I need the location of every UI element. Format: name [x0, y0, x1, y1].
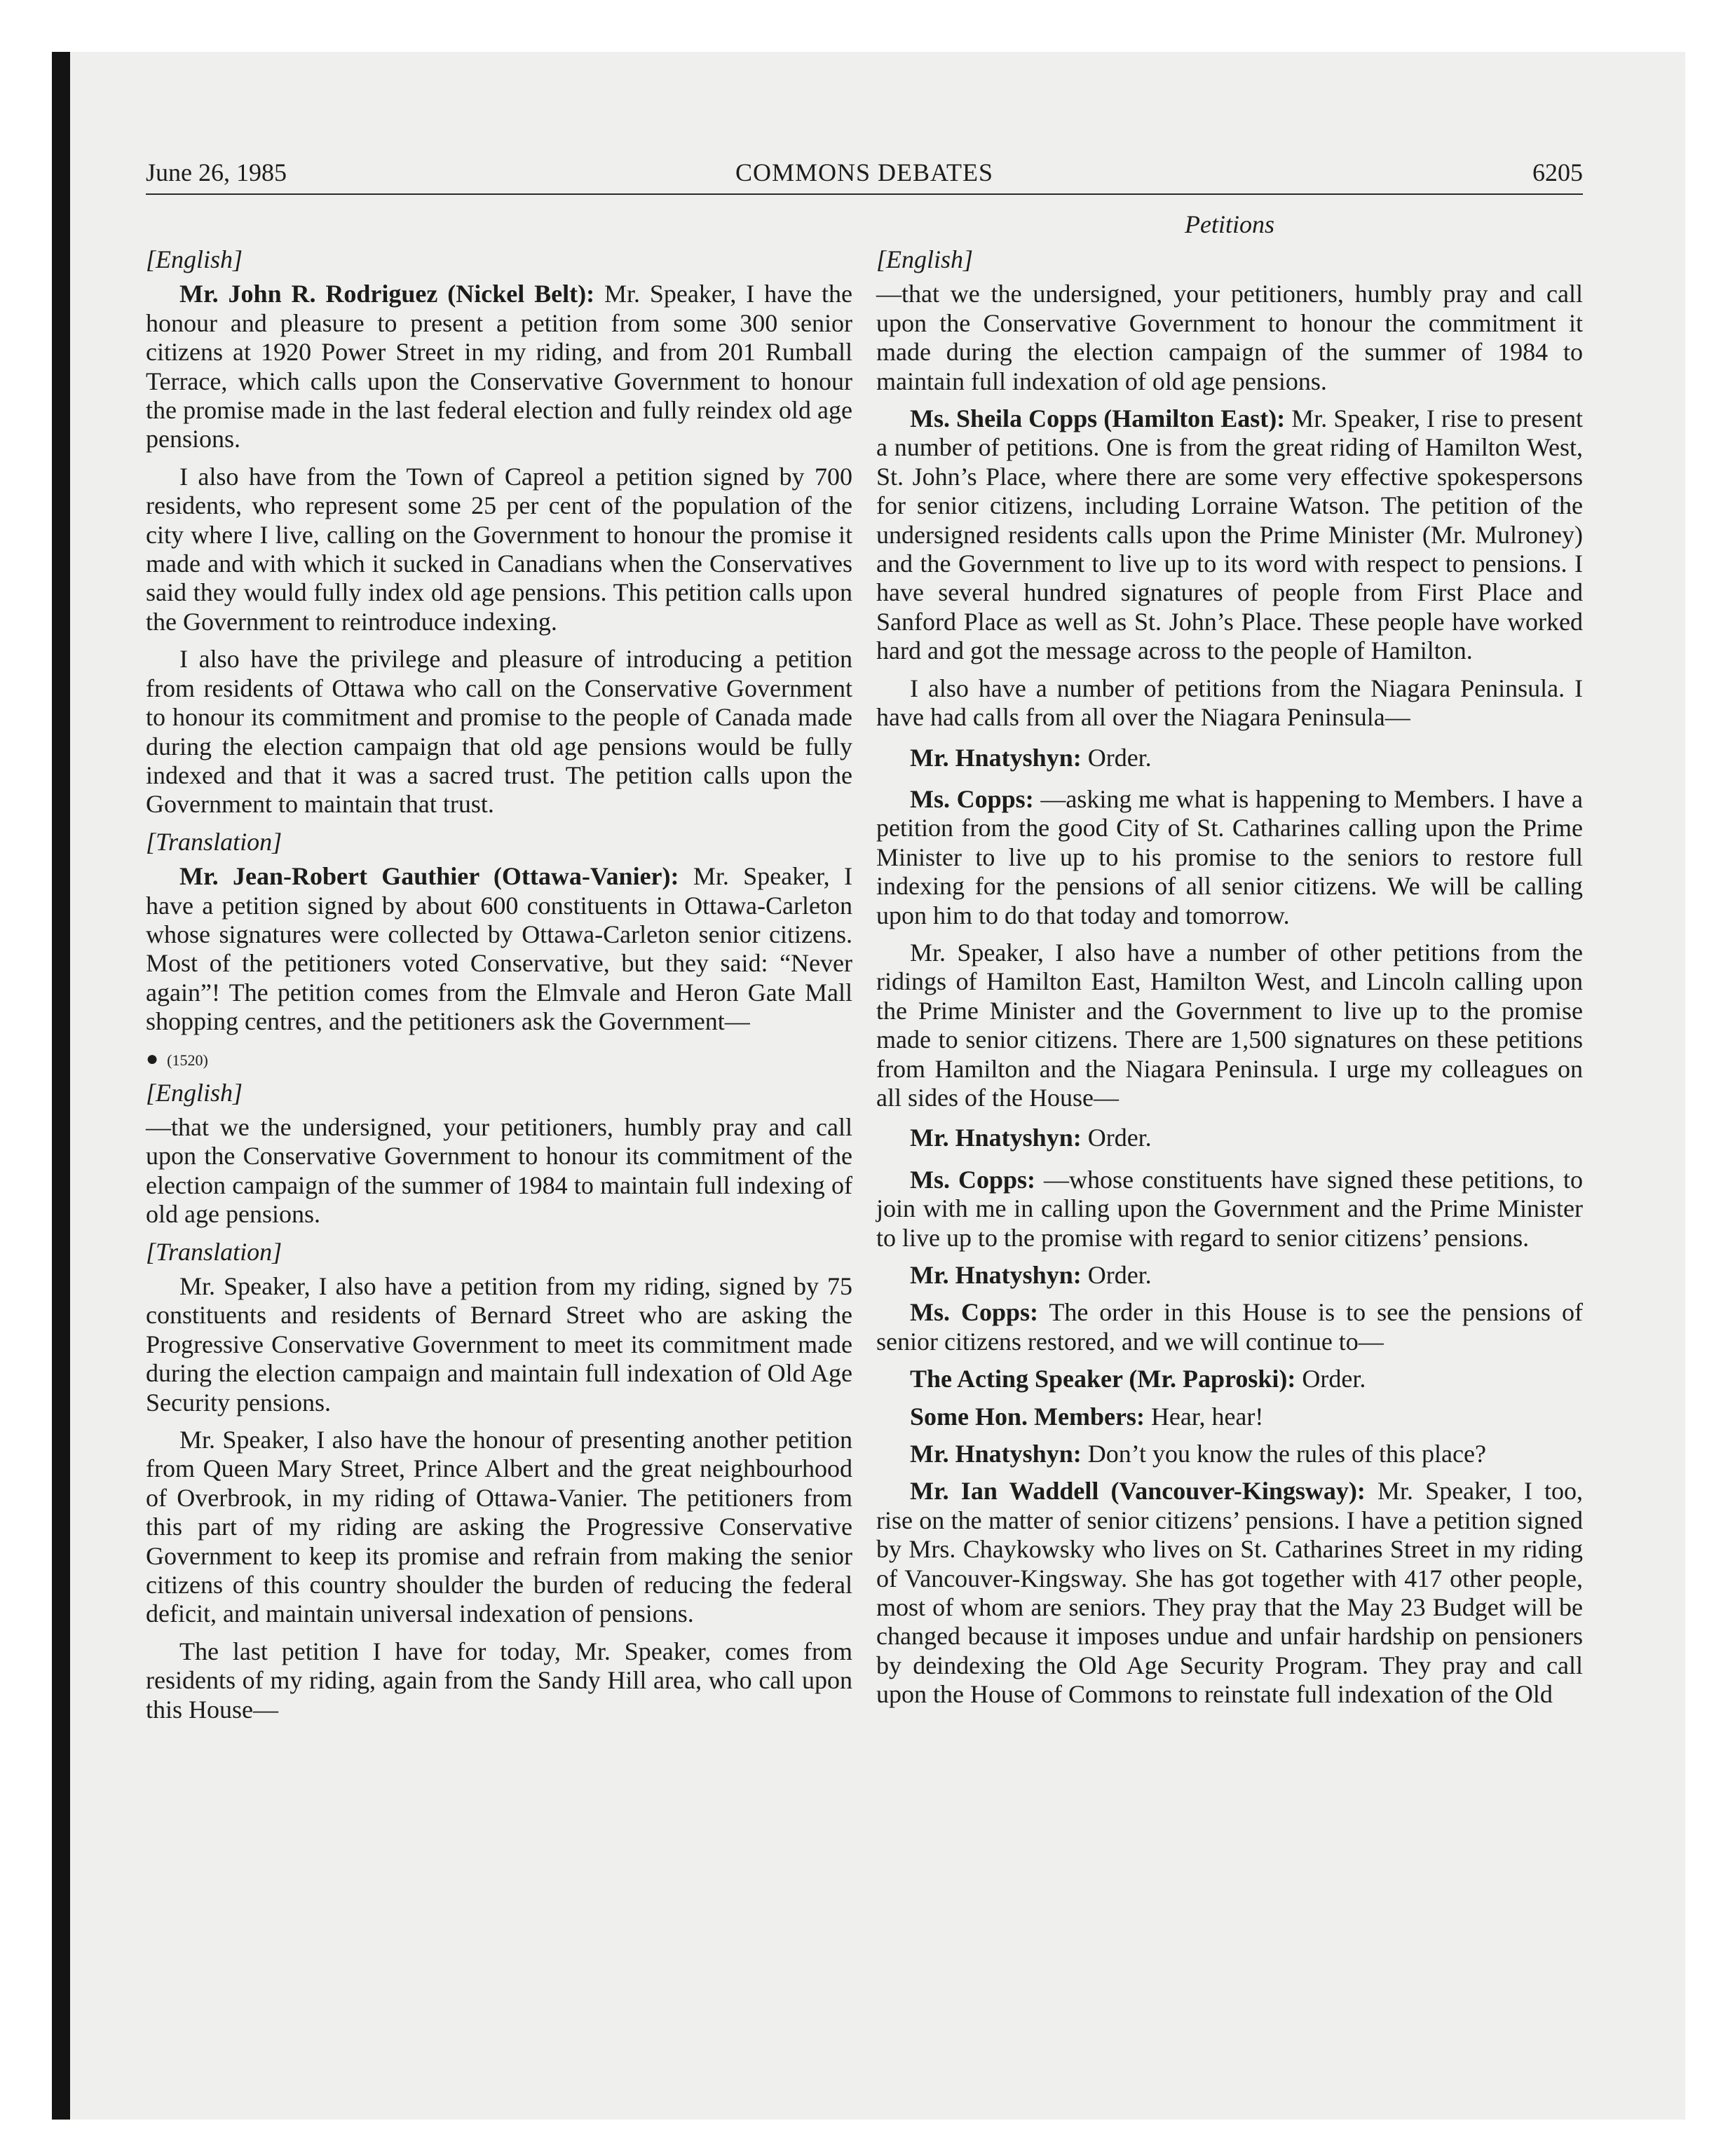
speaker-name: Mr. John R. Rodriguez (Nickel Belt): [179, 280, 595, 308]
paragraph: I also have from the Town of Capreol a petition signed by 700 residents, who represent some 25 per cent of the population of the city where I live, calling on the Government to honour the promise it made and with which it sucked in Canadians when the Conservatives said they would fully index old age pensions. This petition calls upon the Government to reintroduce indexing. [146, 462, 852, 636]
speaker-name: Mr. Hnatyshyn: [910, 1440, 1082, 1468]
speech-text: Order. [1295, 1365, 1366, 1393]
paragraph [876, 1365, 1583, 1393]
paragraph [146, 862, 852, 1036]
left-column [146, 245, 852, 1733]
paragraph: Mr. Speaker, I also have a petition from my riding, signed by 75 constituents and residents of Bernard Street who are asking the Progressive Conservative Government to meet its commitment made during the election campaign and maintain full indexation of Old Age Security pensions. [146, 1272, 852, 1417]
speech-text: Mr. Speaker, I have the honour and pleasure to present a petition from some 300 senior citizens at 1920 Power Street in my riding, and from 201 Rumball Terrace, which calls upon the Conservative Government to honour the promise made in the last federal election and fully reindex old age pensions. [146, 280, 852, 453]
speaker-name: Mr. Hnatyshyn: [910, 1261, 1082, 1289]
language-tag: [Translation] [146, 1237, 283, 1266]
paragraph: —that we the undersigned, your petitioners, humbly pray and call upon the Conservative Government to honour the commitment it made during the election campaign of the summer of 1984 to maintain full indexation of old age pensions. [876, 280, 1583, 395]
speech-text: Hear, hear! [1144, 1402, 1264, 1431]
header-date: June 26, 1985 [146, 158, 287, 186]
header-title: COMMONS DEBATES [735, 158, 994, 186]
speech-text: Order. [1081, 1124, 1152, 1152]
speech-text: —whose constituents have signed these petitions, to join with me in calling upon the Government and the Prime Minister to live up to the promise with regard to senior citizens’ pensions. [876, 1165, 1583, 1252]
paragraph: The last petition I have for today, Mr. Speaker, comes from residents of my riding, again from the Sandy Hill area, who call upon this House— [146, 1637, 852, 1724]
paragraph: Mr. Speaker, I also have the honour of presenting another petition from Queen Mary Street, Prince Albert and the great neighbourhood of Overbrook, in my riding of Ottawa-Vanier. The petitioners from this part of my riding are asking the Progressive Conservative Government to keep its promise and refrain from making the senior citizens of this country shoulder the burden of reducing the federal deficit, and maintain universal indexation of pensions. [146, 1426, 852, 1628]
paragraph [876, 1261, 1583, 1290]
paragraph [876, 1403, 1583, 1431]
paragraph: I also have the privilege and pleasure of introducing a petition from residents of Ottawa who call on the Conservative Government to honour its commitment and promise to the people of Canada made during the election campaign that old age pensions would be fully indexed and that it was a sacred trust. The petition calls upon the Government to maintain that trust. [146, 645, 852, 819]
language-tag: [English] [876, 245, 974, 273]
speaker-name: Mr. Hnatyshyn: [910, 1124, 1082, 1152]
speaker-name: Ms. Sheila Copps (Hamilton East): [910, 404, 1286, 433]
speech-text: Order. [1081, 1261, 1152, 1289]
paragraph [876, 1477, 1583, 1709]
speech-text: Mr. Speaker, I have a petition signed by about 600 constituents in Ottawa-Carleton whose signatures were collected by Ottawa-Carleton senior citizens. Most of the petitioners voted Conservative, but they said: “Never again”! The petition comes from the Elmvale and Heron Gate Mall shopping centres, and the petitioners ask the Government— [146, 862, 852, 1036]
speech-text: The order in this House is to see the pensions of senior citizens restored, and we will continue to— [876, 1298, 1583, 1356]
speaker-name: The Acting Speaker (Mr. Paproski): [910, 1365, 1296, 1393]
right-column [876, 245, 1583, 1718]
header-page-number: 6205 [1532, 158, 1583, 186]
paragraph [876, 1124, 1583, 1152]
speaker-name: Mr. Hnatyshyn: [910, 743, 1082, 772]
paragraph [876, 744, 1583, 772]
paragraph: I also have a number of petitions from the Niagara Peninsula. I have had calls from all over the Niagara Peninsula— [876, 674, 1583, 732]
paragraph [876, 785, 1583, 930]
speech-text: —asking me what is happening to Members. I have a petition from the good City of St. Catharines calling upon the Prime Minister to live up to his promise to the seniors to restore full indexing for the pensions of all senior citizens. We will be calling upon him to do that today and tomorrow. [876, 784, 1584, 929]
speech-text: Don’t you know the rules of this place? [1081, 1440, 1486, 1468]
paragraph [876, 1298, 1583, 1356]
language-tag: [Translation] [146, 827, 283, 856]
time-stamp: (1520) [167, 1051, 208, 1069]
paragraph [876, 404, 1583, 666]
paragraph [876, 1166, 1583, 1253]
speaker-name: Ms. Copps: [910, 1165, 1036, 1194]
scan-border [52, 52, 70, 2120]
speech-text: Mr. Speaker, I rise to present a number of petitions. One is from the great riding of Hamilton West, St. John’s Place, where there are some very effective spokespersons for senior citizens, including Lorraine Watson. The petition of the undersigned residents calls upon the Prime Minister (Mr. Mulroney) and the Government to live up to its word with respect to pensions. I have several hundred signatures of people from First Place and Sanford Place as well as St. John’s Place. These people have worked hard and got the message across to the people of Hamilton. [876, 404, 1583, 665]
page-header [146, 157, 1583, 195]
paragraph: Mr. Speaker, I also have a number of other petitions from the ridings of Hamilton East, Hamilton West, and Lincoln calling upon the Prime Minister and the Government to live up to the promise made to senior citizens. There are 1,500 signatures on these petitions from Hamilton and the Niagara Peninsula. I urge my colleagues on all sides of the House— [876, 938, 1583, 1112]
paragraph: —that we the undersigned, your petitioners, humbly pray and call upon the Conservative Government to honour its commitment of the election campaign of the summer of 1984 to maintain full indexing of old age pensions. [146, 1112, 852, 1229]
time-marker [146, 1045, 852, 1074]
language-tag: [English] [146, 1078, 243, 1107]
paragraph [876, 1440, 1583, 1468]
speaker-name: Mr. Jean-Robert Gauthier (Ottawa-Vanier): [179, 862, 679, 891]
paragraph [146, 280, 852, 453]
bullet-icon: ● [146, 1046, 159, 1070]
language-tag: [English] [146, 245, 243, 273]
speaker-name: Some Hon. Members: [910, 1402, 1145, 1431]
speaker-name: Ms. Copps: [910, 1298, 1039, 1327]
speaker-name: Ms. Copps: [910, 784, 1034, 813]
speech-text: Mr. Speaker, I too, rise on the matter of senior citizens’ pensions. I have a petition signed by Mrs. Chaykowsky who lives on St. Catharines Street in my riding of Vancouver-Kingsway. She has got together with 417 other people, most of whom are seniors. They pray that the May 23 Budget will be changed because it imposes undue and unfair hardship on pensioners by deindexing the Old Age Security Program. They pray and call upon the House of Commons to reinstate full indexation of the Old [876, 1477, 1583, 1709]
speech-text: Order. [1081, 743, 1152, 772]
speaker-name: Mr. Ian Waddell (Vancouver-Kingsway): [910, 1477, 1366, 1506]
section-title: Petitions [1185, 210, 1274, 238]
